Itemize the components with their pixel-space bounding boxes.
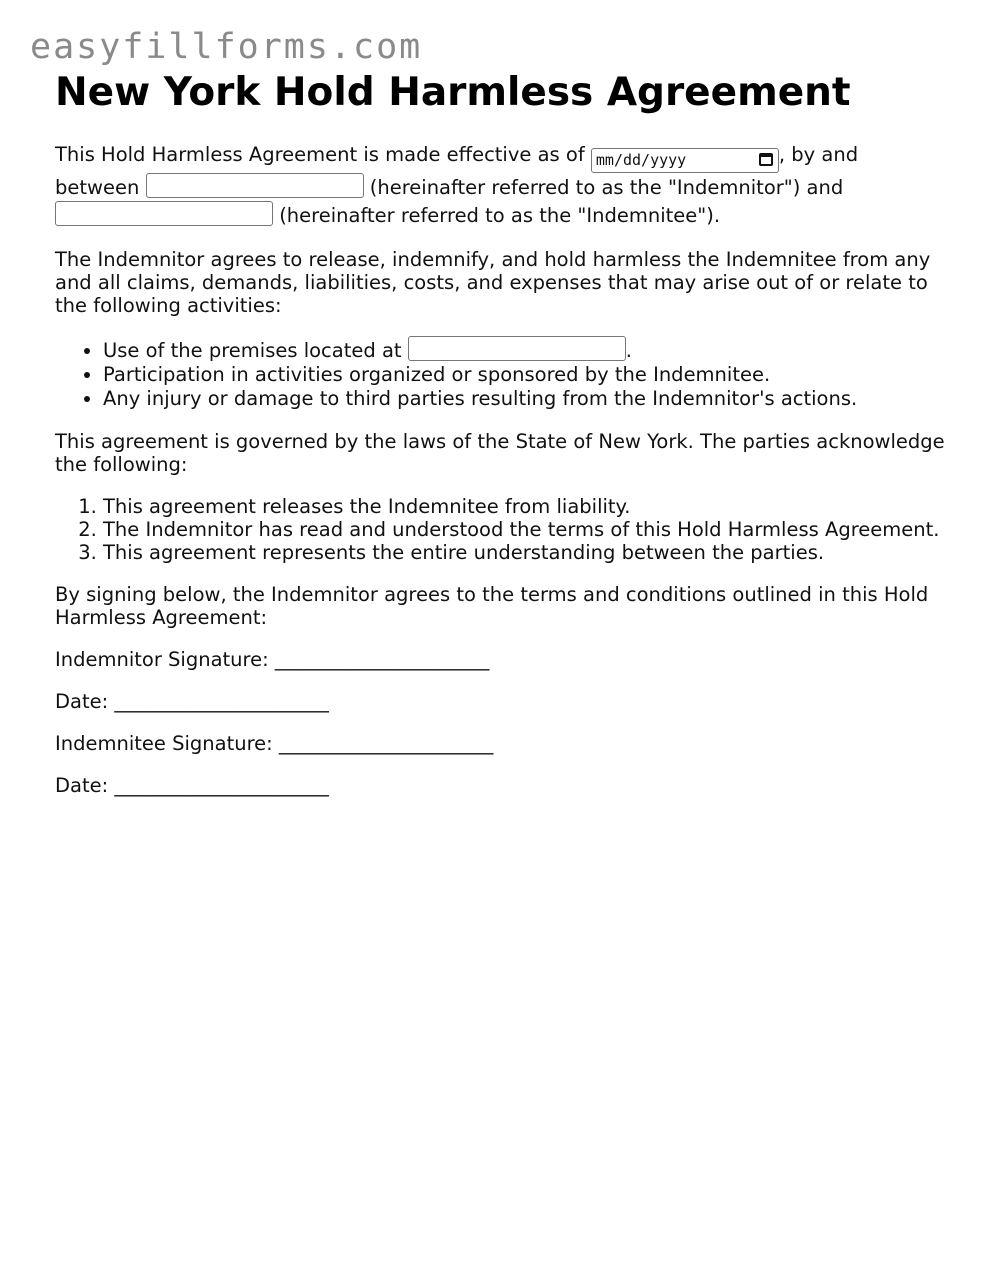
intro-paragraph [55,142,945,229]
list-item: 2. The Indemnitor has read and understood the terms of this Hold Harmless Agreement. [103,518,945,541]
indemnitee-name-input[interactable] [55,201,273,226]
premises-address-input[interactable] [408,336,626,361]
indemnitor-signature-line: Indemnitor Signature: ______________________ [55,648,490,671]
indemnitor-name-input[interactable] [146,173,364,198]
list-item: • Participation in activities organized or sponsored by the Indemnitee. [103,363,945,387]
agreement-body [55,142,945,816]
signing-paragraph: By signing below, the Indemnitor agrees to the terms and conditions outlined in this Hold Harmless Agreement: [55,583,929,629]
premises-text: Use of the premises located at [103,339,408,362]
list-item: 1. This agreement releases the Indemnitee from liability. [103,495,945,518]
list-item: 3. This agreement represents the entire understanding between the parties. [103,541,945,564]
release-paragraph: The Indemnitor agrees to release, indemnify, and hold harmless the Indemnitee from any and all claims, demands, liabilities, costs, and expenses that may arise out of or relate to the following activities: [55,248,931,317]
acknowledgements-list [55,495,945,564]
intro-text-2: , by and between [55,143,859,199]
governing-law-paragraph: This agreement is governed by the laws of the State of New York. The parties acknowledge the following: [55,430,945,476]
activities-list [55,336,945,411]
watermark: easyfillforms.com [30,27,423,67]
premises-suffix: . [625,339,632,362]
intro-text-4: (hereinafter referred to as the "Indemnitee"). [273,204,721,227]
list-item [103,336,945,363]
intro-text-1: This Hold Harmless Agreement is made effective as of [55,143,591,166]
list-item: • Any injury or damage to third parties resulting from the Indemnitor's actions. [103,387,945,411]
date-placeholder: mm/dd/yyyy [595,151,687,169]
indemnitor-date-line: Date: ______________________ [55,690,329,713]
effective-date-input[interactable] [591,148,779,173]
indemnitee-signature-line: Indemnitee Signature: ______________________ [55,732,494,755]
indemnitee-date-line: Date: ______________________ [55,774,329,797]
intro-text-3: (hereinafter referred to as the "Indemnitor") and [363,176,844,199]
page-title: New York Hold Harmless Agreement [55,70,851,115]
calendar-icon[interactable] [759,153,773,166]
